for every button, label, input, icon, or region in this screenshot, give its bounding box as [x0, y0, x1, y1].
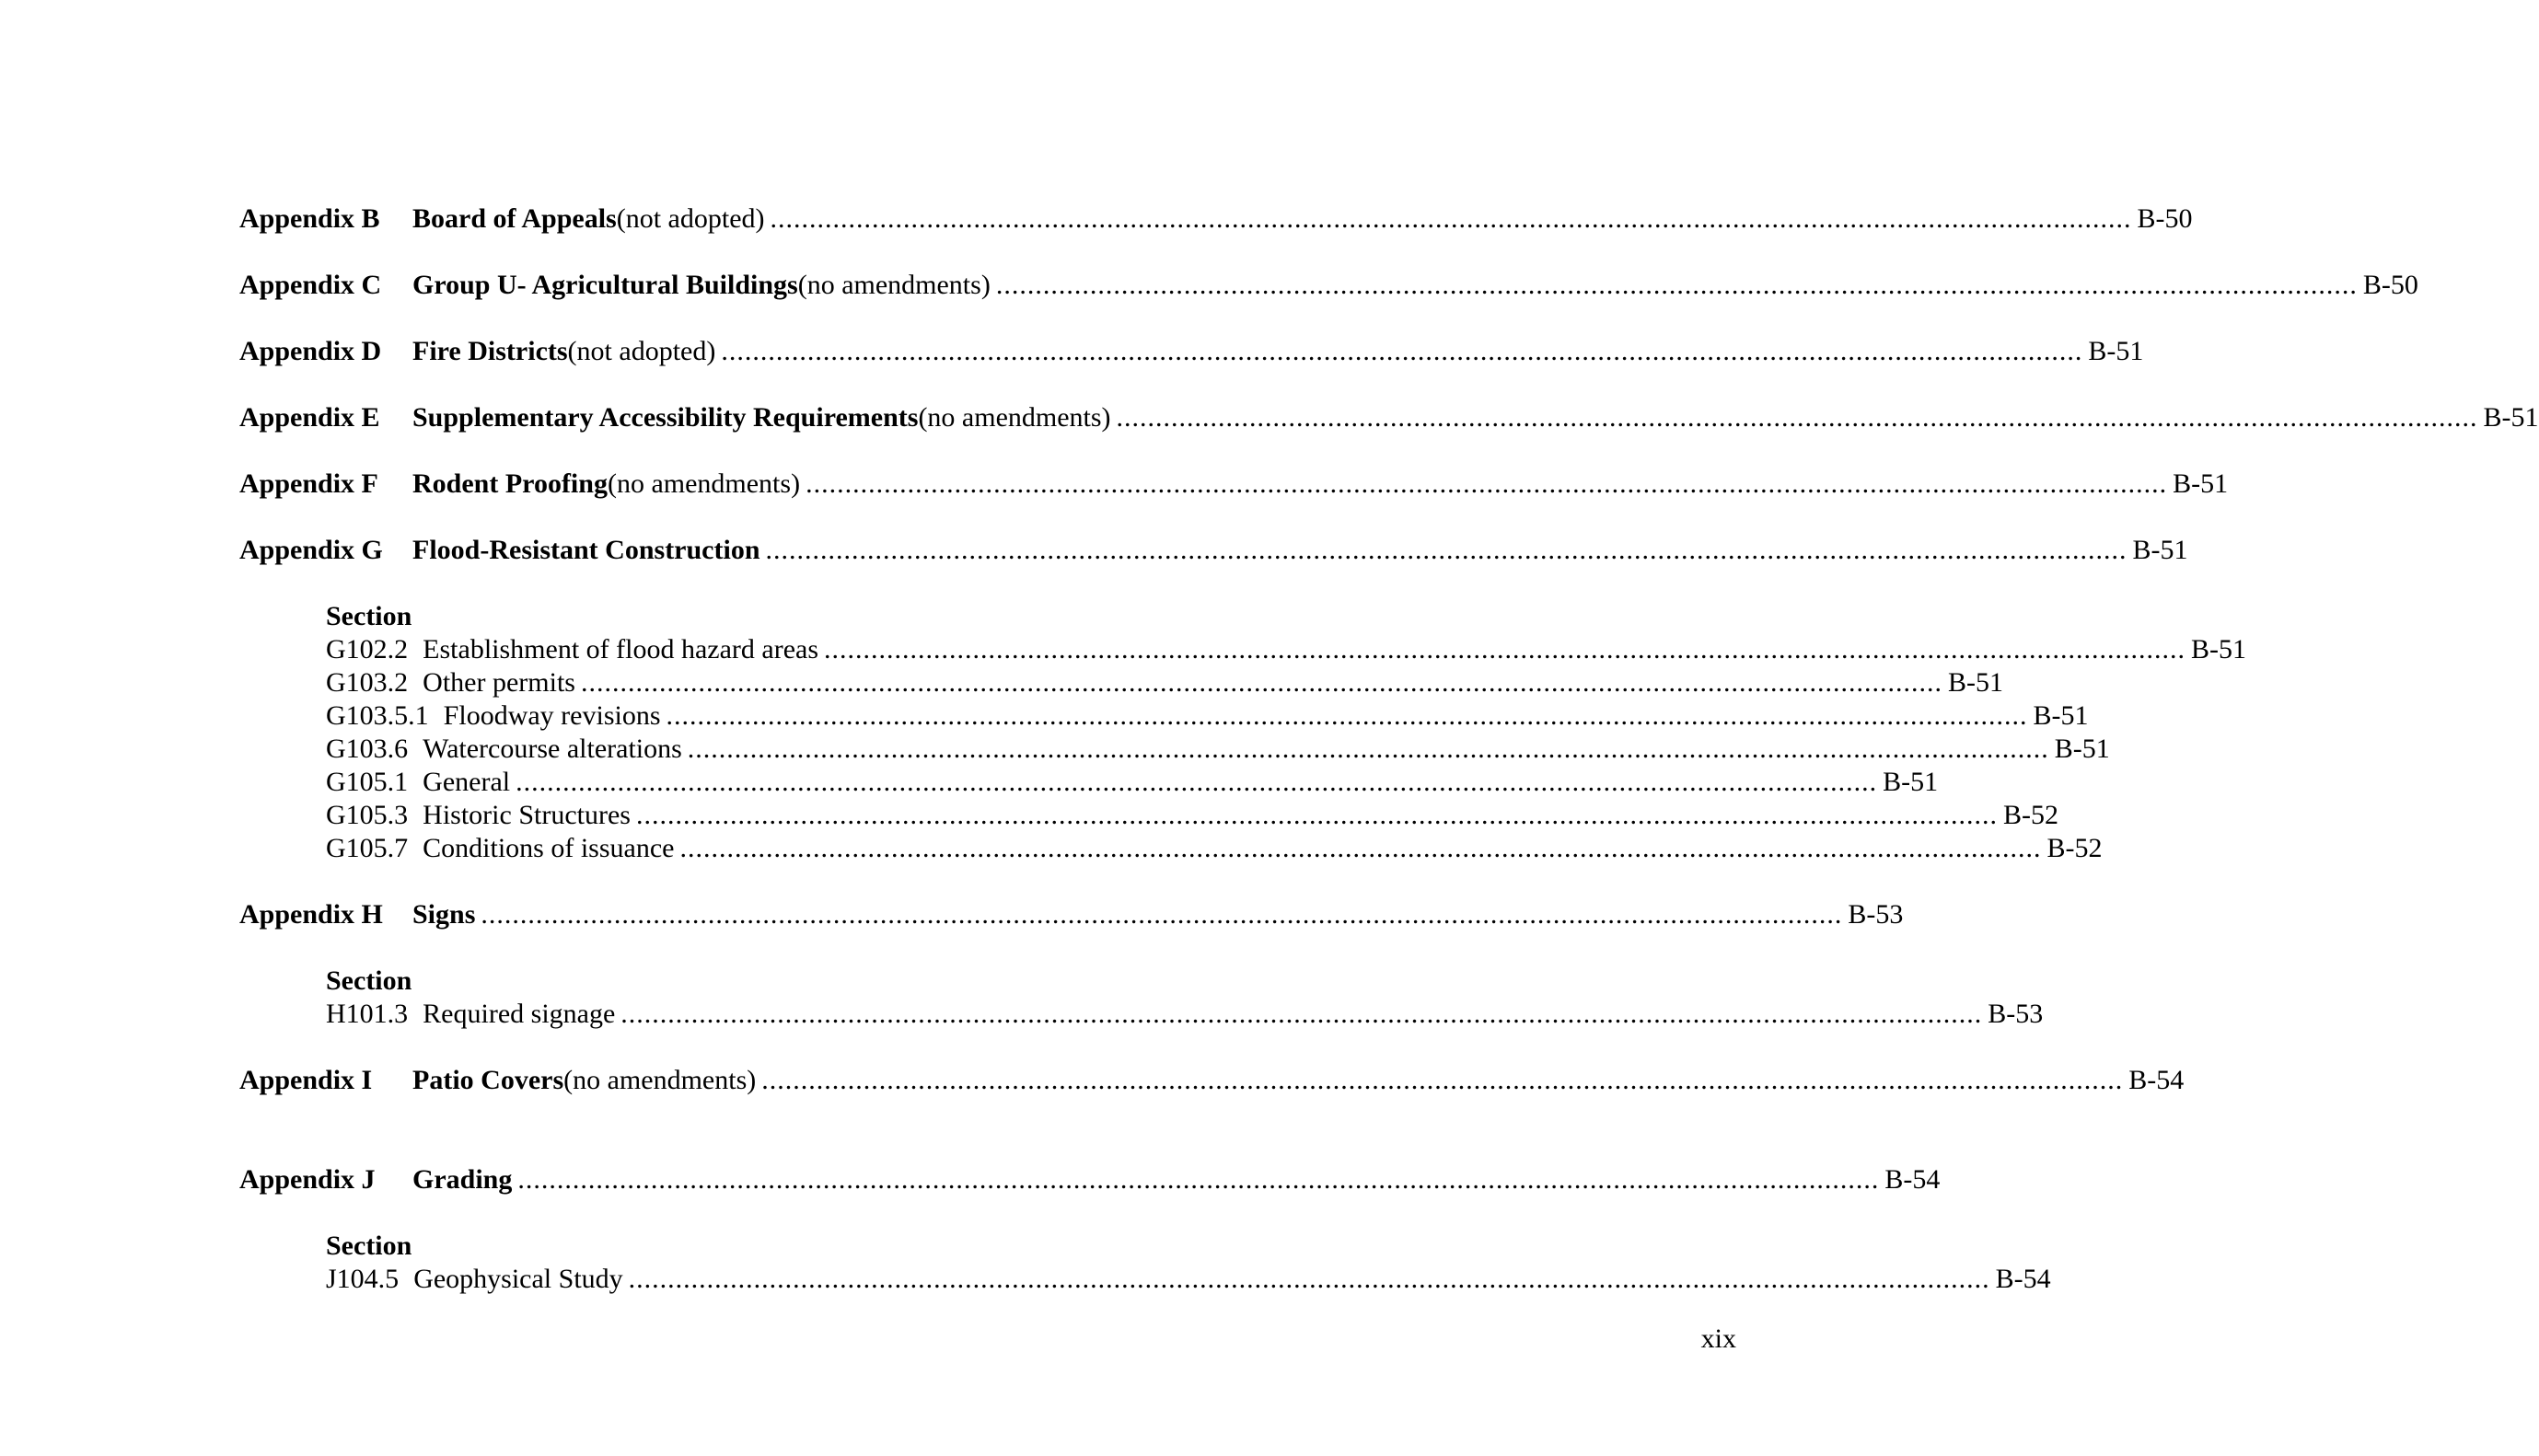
toc-entry-appendix-d[interactable] [239, 335, 2144, 368]
toc-subentry-g105-1[interactable] [326, 766, 1939, 799]
page-ref: B-52 [2046, 833, 2103, 863]
dot-leader: .............................................................................................................................................................................. [761, 1065, 2124, 1095]
dot-leader: .............................................................................................................................................................................. [765, 535, 2127, 565]
dot-leader: .............................................................................................................................................................................. [666, 700, 2028, 731]
section-title: Historic Structures [423, 800, 631, 830]
toc-subentry-h101-3[interactable] [326, 998, 2044, 1031]
toc-subentry-g103-2[interactable] [326, 666, 2003, 699]
page-ref: B-51 [2132, 535, 2188, 565]
appendix-label: Appendix I [239, 1065, 373, 1095]
dot-leader: .............................................................................................................................................................................. [481, 899, 1843, 930]
appendix-label: Appendix F [239, 468, 378, 499]
appendix-label: Appendix H [239, 899, 383, 930]
section-code: G105.7 [326, 833, 409, 863]
section-title: Floodway revisions [443, 700, 661, 731]
page-number: xix [1700, 1323, 1736, 1354]
appendix-title: Board of Appeals [412, 203, 617, 234]
page-ref: B-51 [2033, 700, 2089, 731]
toc-entry-appendix-i[interactable] [239, 1064, 2185, 1097]
appendix-title: Supplementary Accessibility Requirements [412, 402, 919, 433]
dot-leader: .............................................................................................................................................................................. [995, 270, 2358, 300]
page-ref: B-51 [2191, 634, 2247, 664]
appendix-title: Grading [412, 1164, 513, 1195]
toc-entry-appendix-f[interactable] [239, 468, 2229, 501]
section-title: Other permits [423, 667, 575, 698]
toc-subentry-g105-7[interactable] [326, 832, 2103, 865]
toc-subentry-g102-2[interactable] [326, 633, 2247, 666]
appendix-title: Rodent Proofing [412, 468, 608, 499]
section-code: G102.2 [326, 634, 409, 664]
page-ref: B-50 [2362, 270, 2418, 300]
appendix-title: Group U- Agricultural Buildings [412, 270, 798, 300]
section-code: H101.3 [326, 999, 409, 1029]
toc-entry-appendix-j[interactable] [239, 1163, 1941, 1196]
toc-subentry-g103-6[interactable] [326, 733, 2110, 766]
section-title: General [423, 767, 511, 797]
section-code: G105.1 [326, 767, 409, 797]
appendix-note: (not adopted) [616, 203, 765, 234]
appendix-label: Appendix J [239, 1164, 376, 1195]
dot-leader: .............................................................................................................................................................................. [1116, 402, 2478, 433]
page-ref: B-51 [2173, 468, 2229, 499]
dot-leader: .............................................................................................................................................................................. [687, 734, 2049, 764]
appendix-note: (no amendments) [563, 1065, 757, 1095]
dot-leader: .............................................................................................................................................................................. [721, 336, 2083, 366]
page-ref: B-51 [1883, 767, 1939, 797]
toc-entry-appendix-c[interactable] [239, 269, 2418, 302]
section-code: G103.5.1 [326, 700, 429, 731]
toc-subentry-g103-5-1[interactable] [326, 699, 2089, 733]
toc-entry-appendix-b[interactable] [239, 202, 2193, 236]
page-ref: B-53 [1848, 899, 1904, 930]
page-ref: B-54 [1884, 1164, 1941, 1195]
page-ref: B-52 [2002, 800, 2058, 830]
dot-leader: .............................................................................................................................................................................. [516, 767, 1878, 797]
section-heading-j: Section [326, 1231, 412, 1261]
appendix-label: Appendix C [239, 270, 382, 300]
dot-leader: .............................................................................................................................................................................. [635, 800, 1998, 830]
section-code: J104.5 [326, 1264, 400, 1294]
page-ref: B-50 [2137, 203, 2193, 234]
page-ref: B-51 [2483, 402, 2539, 433]
dot-leader: .............................................................................................................................................................................. [679, 833, 2042, 863]
dot-leader: .............................................................................................................................................................................. [628, 1264, 1990, 1294]
page-ref: B-51 [1947, 667, 2003, 698]
page-ref: B-54 [1995, 1264, 2051, 1294]
dot-leader: .............................................................................................................................................................................. [517, 1164, 1880, 1195]
appendix-note: (no amendments) [918, 402, 1111, 433]
section-title: Conditions of issuance [423, 833, 675, 863]
toc-entry-appendix-g[interactable] [239, 534, 2188, 567]
page-ref: B-53 [1988, 999, 2044, 1029]
section-title: Watercourse alterations [423, 734, 682, 764]
toc-entry-appendix-e[interactable] [239, 401, 2539, 434]
appendix-title: Fire Districts [412, 336, 568, 366]
toc-entry-appendix-h[interactable] [239, 898, 1904, 931]
dot-leader: .............................................................................................................................................................................. [824, 634, 2186, 664]
section-heading-g: Section [326, 601, 412, 631]
dot-leader: .............................................................................................................................................................................. [770, 203, 2132, 234]
section-code: G103.2 [326, 667, 409, 698]
appendix-title: Signs [412, 899, 476, 930]
dot-leader: .............................................................................................................................................................................. [620, 999, 1983, 1029]
appendix-note: (not adopted) [567, 336, 716, 366]
section-code: G105.3 [326, 800, 409, 830]
appendix-note: (no amendments) [607, 468, 801, 499]
appendix-title: Patio Covers [412, 1065, 564, 1095]
appendix-label: Appendix D [239, 336, 382, 366]
appendix-label: Appendix G [239, 535, 383, 565]
appendix-label: Appendix E [239, 402, 380, 433]
section-title: Establishment of flood hazard areas [423, 634, 819, 664]
section-title: Geophysical Study [413, 1264, 623, 1294]
dot-leader: .............................................................................................................................................................................. [806, 468, 2168, 499]
appendix-title: Flood-Resistant Construction [412, 535, 760, 565]
toc-subentry-g105-3[interactable] [326, 799, 2058, 832]
page-ref: B-51 [2088, 336, 2144, 366]
dot-leader: .............................................................................................................................................................................. [580, 667, 1942, 698]
toc-subentry-j104-5[interactable] [326, 1263, 2051, 1296]
appendix-label: Appendix B [239, 203, 380, 234]
appendix-note: (no amendments) [797, 270, 991, 300]
section-title: Required signage [423, 999, 616, 1029]
section-code: G103.6 [326, 734, 409, 764]
page-ref: B-54 [2128, 1065, 2185, 1095]
section-heading-h: Section [326, 965, 412, 996]
page-ref: B-51 [2054, 734, 2110, 764]
